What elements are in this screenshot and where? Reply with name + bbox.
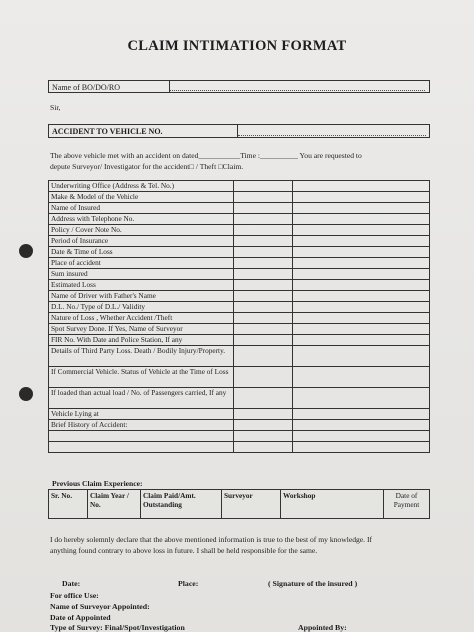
row-value-cell[interactable] [234,324,293,335]
row-value-cell[interactable] [293,324,430,335]
row-value-cell[interactable] [234,225,293,236]
declaration-line-2: anything found contrary to above loss in future. I shall be held responsible for the same. [50,546,318,555]
table-row [49,388,430,409]
row-value-cell[interactable] [234,236,293,247]
table-row [49,258,430,269]
survey-type-label: Type of Survey: Final/Spot/Investigation [50,623,185,632]
row-value-cell[interactable] [293,247,430,258]
row-value-cell[interactable] [293,291,430,302]
row-label: Nature of Loss , Whether Accident /Theft [49,313,234,324]
header-surveyor: Surveyor [222,490,281,519]
brief-history-label: Brief History of Accident: [49,420,234,431]
salutation: Sir, [50,103,61,112]
row-label: Policy / Cover Note No. [49,225,234,236]
row-value-cell[interactable] [293,335,430,346]
office-name-field[interactable] [170,90,425,91]
surveyor-appointed-label: Name of Surveyor Appointed: [50,602,150,611]
table-row [49,236,430,247]
row-value-cell[interactable] [293,431,430,442]
row-value-cell[interactable] [293,225,430,236]
row-value-cell[interactable] [293,214,430,225]
brief-history-line[interactable] [49,431,234,442]
row-value-cell[interactable] [293,346,430,367]
table-row [49,192,430,203]
table-row [49,420,430,431]
row-label: Place of accident [49,258,234,269]
table-row [49,225,430,236]
header-date-of-payment: Date of Payment [384,490,430,519]
row-value-cell[interactable] [234,181,293,192]
claim-details-table [48,180,430,453]
row-value-cell[interactable] [234,442,293,453]
row-value-cell[interactable] [293,409,430,420]
punch-hole-bottom [19,387,33,401]
signature-label: ( Signature of the insured ) [268,579,358,588]
row-value-cell[interactable] [293,192,430,203]
table-row [49,442,430,453]
table-row [49,247,430,258]
row-value-cell[interactable] [293,420,430,431]
row-label: If loaded than actual load / No. of Passengers carried, If any [49,388,234,409]
table-row [49,269,430,280]
row-label: Date & Time of Loss [49,247,234,258]
row-value-cell[interactable] [293,181,430,192]
row-label: Address with Telephone No. [49,214,234,225]
table-row [49,291,430,302]
intro-line-2: depute Surveyor/ Investigator for the accident□ / Theft □Claim. [50,162,244,171]
intro-line-1: The above vehicle met with an accident on dated___________Time :__________ You are requested to [50,151,362,160]
vehicle-number-field[interactable] [238,135,426,136]
table-row [49,280,430,291]
place-label: Place: [178,579,199,588]
accident-vehicle-label: ACCIDENT TO VEHICLE NO. [52,127,163,136]
declaration-line-1: I do hereby solemnly declare that the above mentioned information is true to the best of my knowledge. If [50,535,373,544]
table-row [49,181,430,192]
row-value-cell[interactable] [234,313,293,324]
row-value-cell[interactable] [234,431,293,442]
table-row [49,302,430,313]
row-label: Name of Driver with Father's Name [49,291,234,302]
row-value-cell[interactable] [234,335,293,346]
table-row [49,324,430,335]
row-label: Sum insured [49,269,234,280]
previous-claim-label: Previous Claim Experience: [52,479,143,488]
row-value-cell[interactable] [234,291,293,302]
row-label: If Commercial Vehicle. Status of Vehicle at the Time of Loss [49,367,234,388]
row-value-cell[interactable] [234,420,293,431]
row-value-cell[interactable] [234,388,293,409]
header-claim-year: Claim Year / No. [88,490,141,519]
row-label: Name of Insured [49,203,234,214]
row-value-cell[interactable] [234,302,293,313]
row-label: Estimated Loss [49,280,234,291]
date-appointed-label: Date of Appointed [50,613,111,622]
brief-history-line[interactable] [49,442,234,453]
table-row [49,203,430,214]
table-row [49,431,430,442]
row-label: Make & Model of the Vehicle [49,192,234,203]
row-value-cell[interactable] [234,214,293,225]
row-value-cell[interactable] [293,258,430,269]
row-value-cell[interactable] [234,280,293,291]
row-value-cell[interactable] [234,346,293,367]
row-value-cell[interactable] [234,367,293,388]
row-value-cell[interactable] [234,203,293,214]
header-claim-paid: Claim Paid/Amt. Outstanding [141,490,222,519]
table-row [49,335,430,346]
previous-claim-table [48,489,430,519]
row-label: D.L. No./ Type of D.L./ Validity [49,302,234,313]
row-value-cell[interactable] [234,269,293,280]
form-title: CLAIM INTIMATION FORMAT [127,38,347,54]
row-label: Underwriting Office (Address & Tel. No.) [49,181,234,192]
row-value-cell[interactable] [293,280,430,291]
table-row [49,346,430,367]
vehicle-lying-label: Vehicle Lying at [49,409,234,420]
row-value-cell[interactable] [293,388,430,409]
row-value-cell[interactable] [234,247,293,258]
punch-hole-top [19,244,33,258]
table-row [49,490,430,519]
row-value-cell[interactable] [293,302,430,313]
header-sr-no: Sr. No. [49,490,88,519]
office-name-row [48,80,430,93]
row-label: Spot Survey Done. If Yes, Name of Surveyor [49,324,234,335]
header-workshop: Workshop [281,490,384,519]
row-value-cell[interactable] [293,269,430,280]
row-value-cell[interactable] [293,203,430,214]
row-value-cell[interactable] [234,258,293,269]
row-value-cell[interactable] [293,236,430,247]
table-row [49,313,430,324]
office-use-label: For office Use: [50,591,99,600]
appointed-by-label: Appointed By: [298,623,347,632]
table-row [49,214,430,225]
row-label: FIR No. With Date and Police Station, If any [49,335,234,346]
table-row [49,409,430,420]
row-label: Details of Third Party Loss. Death / Bodily Injury/Property. [49,346,234,367]
table-row [49,367,430,388]
date-label: Date: [62,579,81,588]
row-value-cell[interactable] [234,409,293,420]
office-name-label: Name of BO/DO/RO [52,83,120,92]
row-label: Period of Insurance [49,236,234,247]
row-value-cell[interactable] [293,442,430,453]
row-value-cell[interactable] [234,192,293,203]
row-value-cell[interactable] [293,367,430,388]
row-value-cell[interactable] [293,313,430,324]
